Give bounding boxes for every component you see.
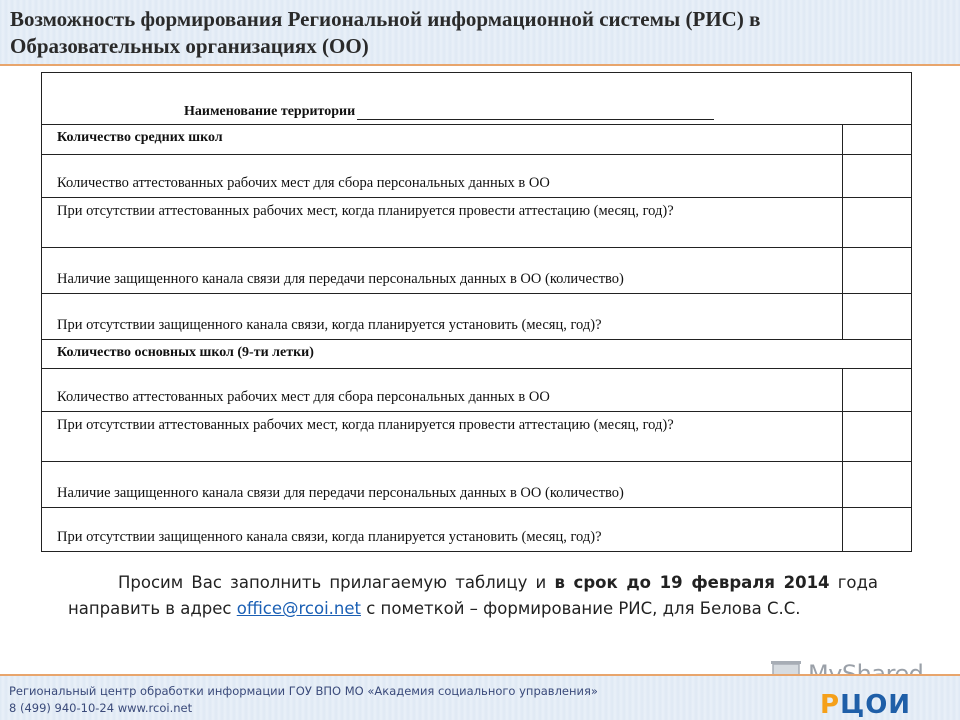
form-row xyxy=(42,248,911,294)
row-label: При отсутствии аттестованных рабочих мест, когда планируется провести аттестацию (месяц, год)? xyxy=(57,417,674,433)
footer xyxy=(0,674,960,720)
footer-org: Региональный центр обработки информации ГОУ ВПО МО «Академия социального управления» xyxy=(9,684,598,698)
message-text: с пометкой – формирование РИС, для Белова С.С. xyxy=(361,599,801,618)
form-row xyxy=(42,125,911,155)
message-text: Просим Вас заполнить прилагаемую таблицу и xyxy=(118,573,555,592)
form-row xyxy=(42,198,911,248)
title-bar xyxy=(0,0,960,66)
territory-header xyxy=(42,73,911,125)
row-label: При отсутствии аттестованных рабочих мест, когда планируется провести аттестацию (месяц, год)? xyxy=(57,203,674,219)
answer-cell xyxy=(843,294,911,339)
territory-label: Наименование территории xyxy=(184,104,356,119)
row-label: Количество средних школ xyxy=(57,130,223,145)
row-label: При отсутствии защищенного канала связи, когда планируется установить (месяц, год)? xyxy=(57,529,602,545)
form-row xyxy=(42,508,911,551)
email-link[interactable]: office@rcoi.net xyxy=(236,599,361,618)
ris-survey-form xyxy=(41,72,912,552)
request-message xyxy=(68,570,878,622)
answer-cell xyxy=(843,125,911,154)
answer-cell xyxy=(843,369,911,411)
logo-text: РЦОИ xyxy=(820,690,912,720)
row-label: Количество основных школ (9-ти летки) xyxy=(57,345,314,360)
row-label: Наличие защищенного канала связи для передачи персональных данных в ОО (количество) xyxy=(57,271,624,287)
answer-cell xyxy=(843,508,911,551)
row-label: Количество аттестованных рабочих мест для сбора персональных данных в ОО xyxy=(57,389,550,405)
form-row xyxy=(42,462,911,508)
form-row xyxy=(42,294,911,340)
form-row xyxy=(42,412,911,462)
footer-contacts: 8 (499) 940-10-24 www.rcoi.net xyxy=(9,701,193,715)
row-label: Количество аттестованных рабочих мест для сбора персональных данных в ОО xyxy=(57,175,550,191)
answer-cell xyxy=(843,198,911,247)
row-label: Наличие защищенного канала связи для передачи персональных данных в ОО (количество) xyxy=(57,485,624,501)
slide-title: Возможность формирования Региональной информационной системы (РИС) в Образовательных организациях (ОО) xyxy=(10,7,761,58)
answer-cell xyxy=(843,155,911,197)
row-label: При отсутствии защищенного канала связи, когда планируется установить (месяц, год)? xyxy=(57,317,602,333)
territory-fill-line xyxy=(357,105,714,120)
answer-cell xyxy=(843,412,911,461)
answer-cell xyxy=(843,462,911,507)
answer-cell xyxy=(843,248,911,293)
form-row xyxy=(42,155,911,198)
deadline-text: в срок до 19 февраля 2014 xyxy=(554,573,830,592)
message-text: года направить в адрес xyxy=(68,573,878,618)
form-row xyxy=(42,340,911,369)
rcoi-logo xyxy=(820,690,911,720)
form-row xyxy=(42,369,911,412)
